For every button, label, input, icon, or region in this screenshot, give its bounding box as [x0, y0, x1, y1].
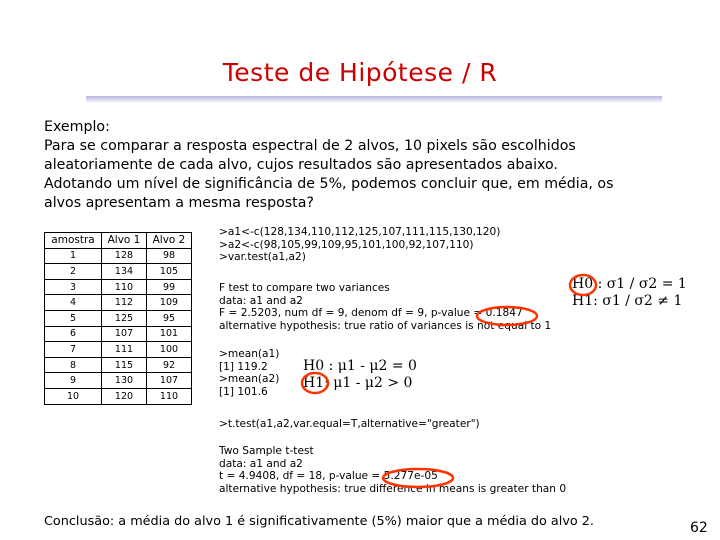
table-header: amostra — [45, 233, 102, 249]
conclusion-text: Conclusão: a média do alvo 1 é significativamente (5%) maior que a média do alvo 2. — [44, 514, 594, 529]
table-cell: 7 — [45, 342, 102, 358]
table-cell: 1 — [45, 248, 102, 264]
table-cell: 9 — [45, 373, 102, 389]
intro-line: Adotando um nível de significância de 5%, podemos concluir que, em média, os — [44, 176, 614, 192]
table-cell: 8 — [45, 357, 102, 373]
table-row — [45, 342, 192, 358]
output-line: [1] 119.2 — [219, 360, 268, 373]
table-row — [45, 264, 192, 280]
table-cell: 115 — [102, 357, 147, 373]
table-row — [45, 310, 192, 326]
output-line: t = 4.9408, df = 18, p-value = 5.277e-05 — [219, 470, 438, 483]
table-cell: 107 — [147, 373, 192, 389]
table-header: Alvo 2 — [147, 233, 192, 249]
table-cell: 92 — [147, 357, 192, 373]
table-cell: 107 — [102, 326, 147, 342]
table-header: Alvo 1 — [102, 233, 147, 249]
r-commands-block — [219, 226, 500, 264]
intro-line: Exemplo: — [44, 119, 110, 135]
table-cell: 95 — [147, 310, 192, 326]
table-cell: 111 — [102, 342, 147, 358]
table-cell: 98 — [147, 248, 192, 264]
table-row — [45, 357, 192, 373]
output-line: >mean(a2) — [219, 373, 280, 386]
table-cell: 110 — [147, 388, 192, 404]
hypothesis-h0: H0 : σ1 / σ2 = 1 — [572, 276, 687, 292]
table-row — [45, 388, 192, 404]
page-number: 62 — [690, 520, 708, 536]
hypothesis-h1: H1: σ1 / σ2 ≠ 1 — [572, 293, 683, 309]
output-line: data: a1 and a2 — [219, 294, 303, 307]
r-command-line: >a2<-c(98,105,99,109,95,101,100,92,107,110) — [219, 238, 474, 251]
table-cell: 134 — [102, 264, 147, 280]
table-row — [45, 295, 192, 311]
table-cell: 4 — [45, 295, 102, 311]
sample-table — [44, 232, 192, 405]
table-cell: 125 — [102, 310, 147, 326]
table-row — [45, 373, 192, 389]
means-output — [219, 348, 279, 399]
table-cell: 112 — [102, 295, 147, 311]
table-cell: 5 — [45, 310, 102, 326]
output-line: data: a1 and a2 — [219, 457, 303, 470]
table-row — [45, 326, 192, 342]
t-test-output — [219, 445, 566, 496]
table-cell: 10 — [45, 388, 102, 404]
table-row — [45, 248, 192, 264]
slide-title: Teste de Hipótese / R — [222, 58, 498, 87]
t-test-command: >t.test(a1,a2,var.equal=T,alternative="greater") — [219, 418, 480, 430]
intro-line: alvos apresentam a mesma resposta? — [44, 195, 314, 211]
output-line: F = 2.5203, num df = 9, denom df = 9, p-value = 0.1847 — [219, 307, 523, 320]
table-cell: 2 — [45, 264, 102, 280]
output-line: alternative hypothesis: true ratio of variances is not equal to 1 — [219, 320, 552, 333]
hypothesis-h1: H1: μ1 - μ2 > 0 — [303, 375, 413, 391]
output-line: Two Sample t-test — [219, 445, 314, 457]
output-line: F test to compare two variances — [219, 282, 390, 294]
r-command-line: >var.test(a1,a2) — [219, 251, 306, 264]
table-cell: 109 — [147, 295, 192, 311]
table-cell: 101 — [147, 326, 192, 342]
table-row — [45, 279, 192, 295]
mean-hypotheses — [303, 358, 417, 392]
table-cell: 99 — [147, 279, 192, 295]
table-cell: 105 — [147, 264, 192, 280]
title-underline — [86, 96, 662, 103]
intro-text — [44, 118, 684, 213]
f-test-output — [219, 282, 551, 333]
output-line: >mean(a1) — [219, 348, 280, 360]
hypothesis-h0: H0 : μ1 - μ2 = 0 — [303, 358, 417, 374]
intro-line: Para se comparar a resposta espectral de 2 alvos, 10 pixels são escolhidos — [44, 138, 576, 154]
table-cell: 110 — [102, 279, 147, 295]
output-line: alternative hypothesis: true difference in means is greater than 0 — [219, 483, 567, 496]
table-cell: 120 — [102, 388, 147, 404]
table-cell: 130 — [102, 373, 147, 389]
output-line: [1] 101.6 — [219, 386, 268, 399]
intro-line: aleatoriamente de cada alvo, cujos resultados são apresentados abaixo. — [44, 157, 558, 173]
r-command-line: >a1<-c(128,134,110,112,125,107,111,115,130,120) — [219, 226, 501, 238]
variance-hypotheses — [572, 276, 687, 310]
table-cell: 100 — [147, 342, 192, 358]
table-cell: 3 — [45, 279, 102, 295]
table-cell: 6 — [45, 326, 102, 342]
table-cell: 128 — [102, 248, 147, 264]
